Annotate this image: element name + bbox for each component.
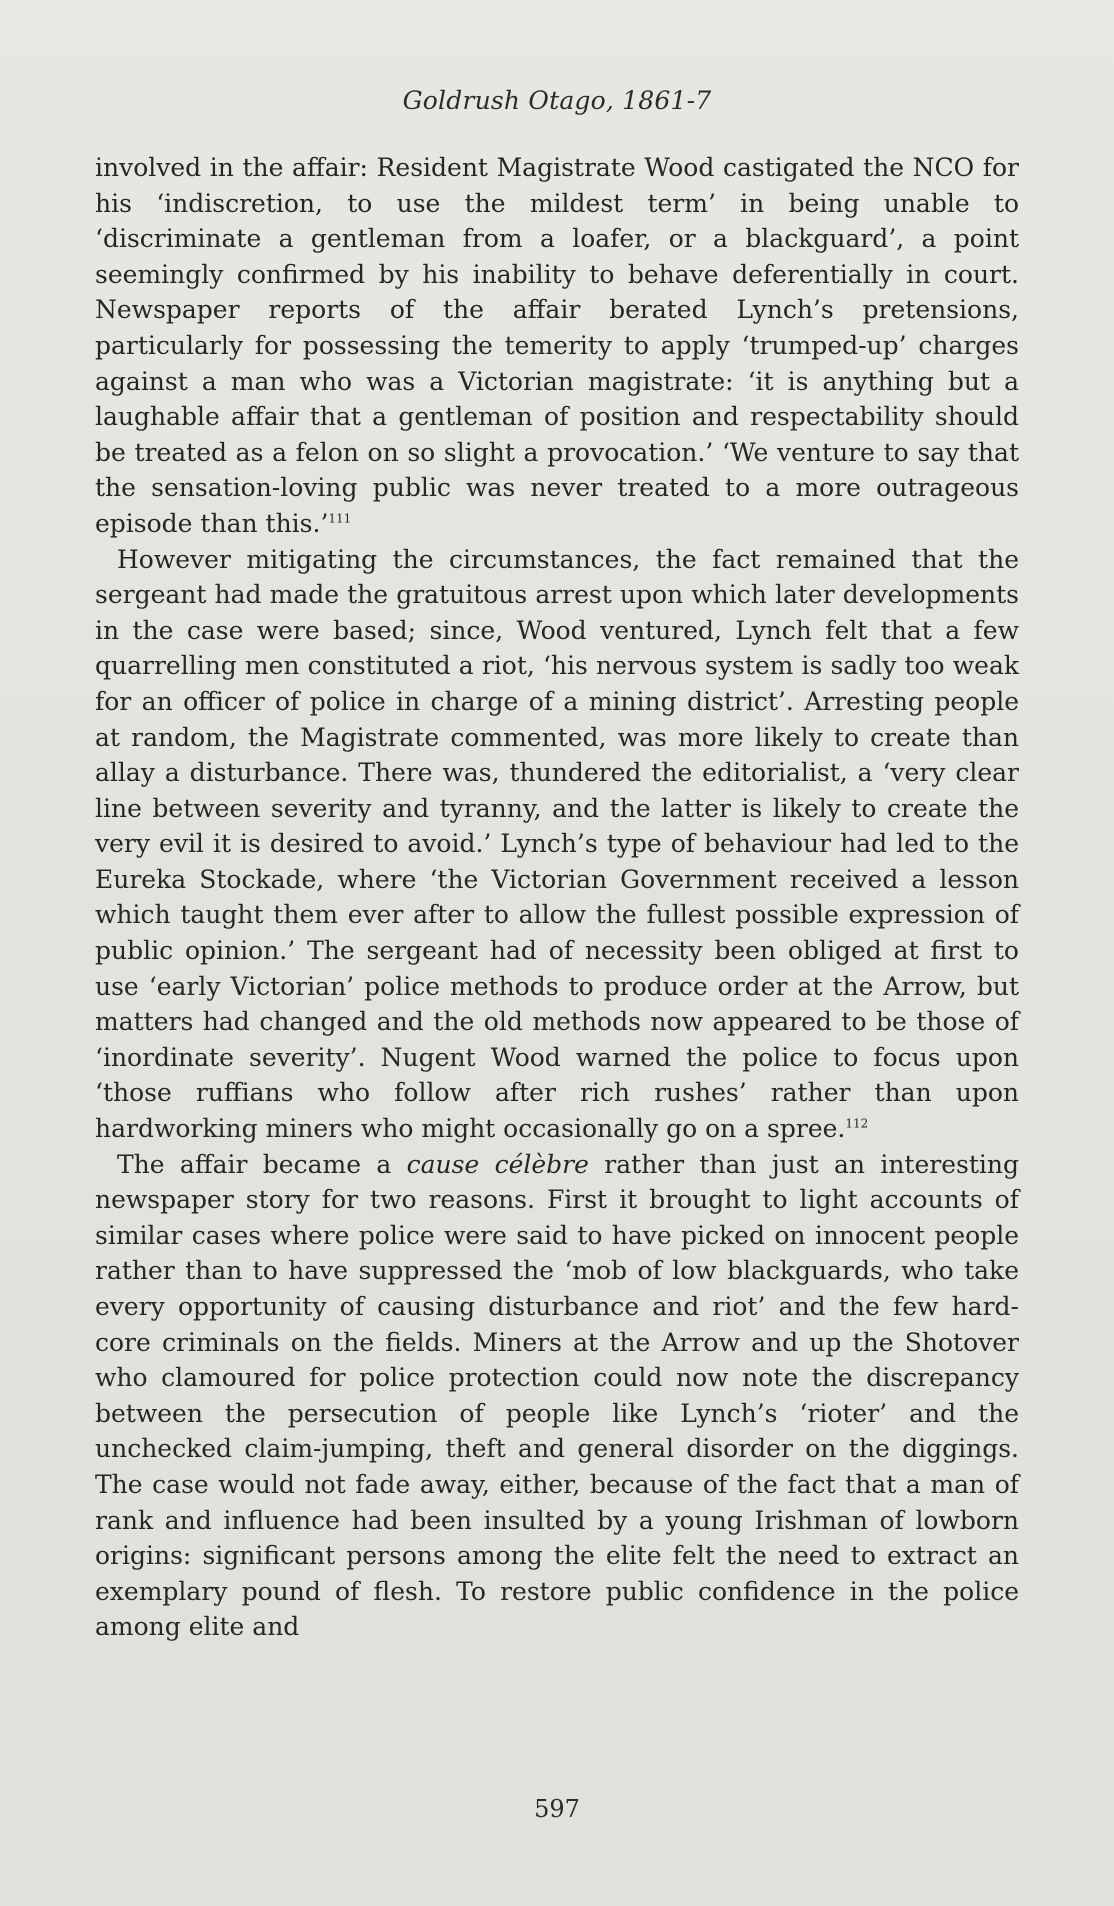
paragraph-1-text: involved in the affair: Resident Magistrate Wood castigated the NCO for his ‘indiscretion, to use the mildest term’ in being unable to ‘discriminate a gentleman from a loafer, or a blackguard’, a point seemingly confirmed by his inability to behave deferentially in court. Newspaper reports of the affair berated Lynch’s pretensions, particularly for possessing the temerity to apply ‘trumped-up’ charges against a man who was a Victorian magistrate: ‘it is anything but a laughable affair that a gentleman of position and respectability should be treated as a felon on so slight a provocation.’ ‘We venture to say that the sensation-loving public was never treated to a more outrageous episode than this.’ — [95, 153, 1019, 538]
paragraph-3 — [95, 1147, 1019, 1645]
body-text — [95, 150, 1019, 1645]
paragraph-1 — [95, 150, 1019, 542]
paragraph-3-italic-term: cause célèbre — [406, 1149, 589, 1179]
footnote-marker-112: 112 — [845, 1116, 869, 1131]
paragraph-3-lead: The affair became a — [117, 1149, 407, 1179]
paragraph-3-rest: rather than just an interesting newspaper story for two reasons. First it brought to light accounts of similar cases where police were said to have picked on innocent people rather than to have suppressed the ‘mob of low blackguards, who take every opportunity of causing disturbance and riot’ and the few hard-core criminals on the fields. Miners at the Arrow and up the Shotover who clamoured for police protection could now note the discrepancy between the persecution of people like Lynch’s ‘rioter’ and the unchecked claim-jumping, theft and general disorder on the diggings. The case would not fade away, either, because of the fact that a man of rank and influence had been insulted by a young Irishman of lowborn origins: significant persons among the elite felt the need to extract an exemplary pound of flesh. To restore public confidence in the police among elite and — [95, 1149, 1019, 1642]
footnote-marker-111: 111 — [328, 511, 352, 526]
running-head-title: Goldrush Otago, 1861-7 — [402, 86, 712, 115]
paragraph-2 — [95, 542, 1019, 1147]
paragraph-2-text: However mitigating the circumstances, the fact remained that the sergeant had made the gratuitous arrest upon which later developments in the case were based; since, Wood ventured, Lynch felt that a few quarrelling men constituted a riot, ‘his nervous system is sadly too weak for an officer of police in charge of a mining district’. Arresting people at random, the Magistrate commented, was more likely to create than allay a disturbance. There was, thundered the editorialist, a ‘very clear line between severity and tyranny, and the latter is likely to create the very evil it is desired to avoid.’ Lynch’s type of behaviour had led to the Eureka Stockade, where ‘the Victorian Government received a lesson which taught them ever after to allow the fullest possible expression of public opinion.’ The sergeant had of necessity been obliged at first to use ‘early Victorian’ police methods to produce order at the Arrow, but matters had changed and the old methods now appeared to be those of ‘inordinate severity’. Nugent Wood warned the police to focus upon ‘those ruffians who follow after rich rushes’ rather than upon hardworking miners who might occasionally go on a spree. — [95, 544, 1019, 1144]
page-number: 597 — [534, 1795, 580, 1823]
